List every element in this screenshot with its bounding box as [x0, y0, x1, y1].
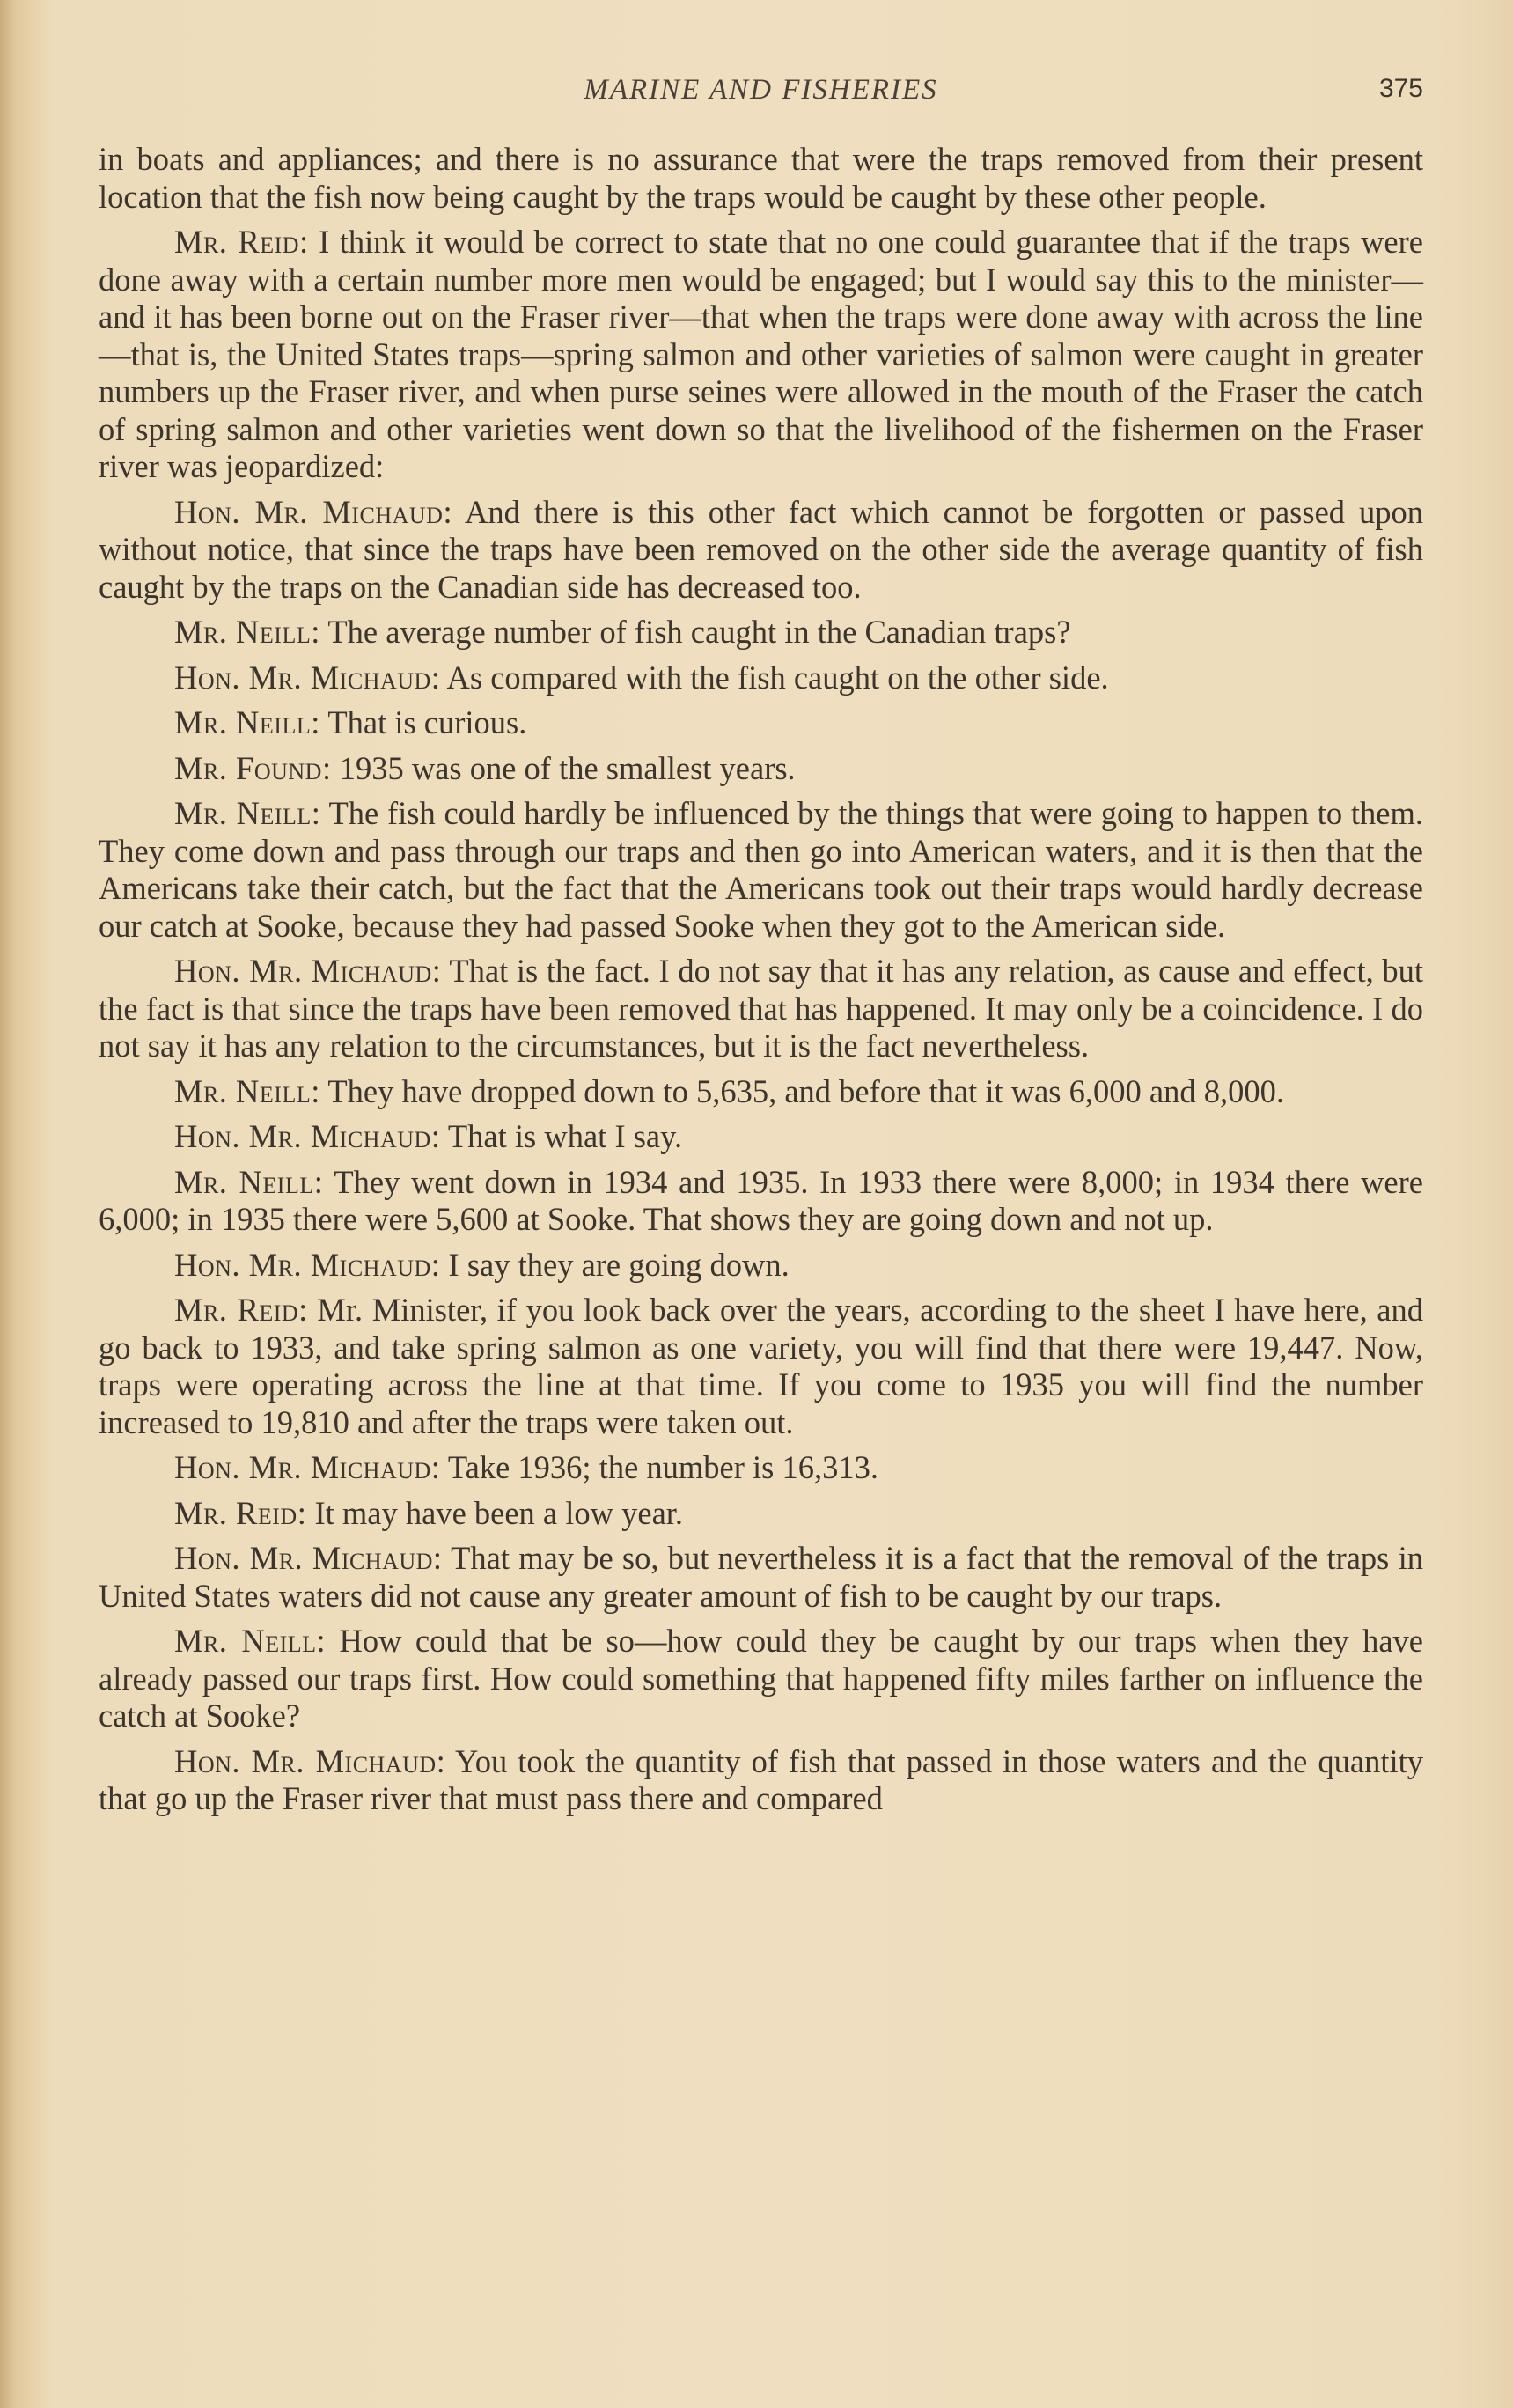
speaker-name: Mr. Reid:	[174, 1494, 307, 1531]
speaker-name: Hon. Mr. Michaud:	[174, 493, 453, 530]
speaker-name: Hon. Mr. Michaud:	[174, 1449, 441, 1485]
running-title: MARINE AND FISHERIES	[584, 74, 938, 106]
speaker-name: Mr. Neill:	[174, 704, 320, 740]
paragraph	[99, 1118, 1423, 1156]
speaker-name: Mr. Reid:	[174, 1292, 308, 1328]
paragraph-text: It may have been a low year.	[306, 1494, 684, 1531]
paragraph	[99, 1164, 1423, 1239]
paragraph-text: You took the quantity of fish that passed in those waters and the quantity that go up the Fraser river that must pass there and compared	[99, 1742, 1423, 1816]
paragraph-text: I think it would be correct to state that no one could guarantee that if the traps were done away with a certain number more men would be engaged; but I would say this to the minister—and it has been borne out on the Fraser river—that when the traps were done away with across the line—that is, the United States traps—spring salmon and other varieties of salmon were caught in greater numbers up the Fraser river, and when purse seines were allowed in the mouth of the Fraser the catch of spring salmon and other varieties went down so that the livelihood of the fishermen on the Fraser river was jeopardized:	[99, 224, 1423, 484]
transcript-body	[99, 141, 1423, 1826]
speaker-name: Hon. Mr. Michaud:	[174, 1118, 441, 1154]
paragraph	[99, 1449, 1423, 1487]
speaker-name: Mr. Found:	[174, 749, 332, 786]
paragraph	[99, 1540, 1423, 1615]
speaker-name: Mr. Neill:	[174, 614, 320, 650]
paragraph	[99, 1292, 1423, 1441]
paragraph-text: As compared with the fish caught on the other side.	[440, 659, 1109, 696]
paragraph	[99, 1247, 1423, 1285]
paragraph	[99, 795, 1423, 945]
paragraph-text: That is what I say.	[440, 1118, 683, 1154]
speaker-name: Mr. Neill:	[174, 1163, 324, 1200]
paragraph	[99, 1073, 1423, 1111]
page-header	[99, 74, 1423, 118]
page-number: 375	[1378, 74, 1423, 103]
paragraph-text: I say they are going down.	[440, 1246, 790, 1283]
paragraph	[99, 224, 1423, 486]
paragraph-text: in boats and appliances; and there is no assurance that were the traps removed from their present location that the fish now being caught by the traps would be caught by these other people.	[99, 141, 1423, 215]
paragraph	[99, 953, 1423, 1065]
paragraph	[99, 494, 1423, 607]
speaker-name: Hon. Mr. Michaud:	[174, 659, 441, 696]
paragraph-text: How could that be so—how could they be caught by our traps when they have already passed our traps first. How could something that happened fifty miles farther on influence the catch at Sooke?	[99, 1623, 1423, 1734]
speaker-name: Mr. Neill:	[174, 1623, 327, 1659]
speaker-name: Hon. Mr. Michaud:	[174, 1742, 446, 1779]
paragraph-text: That is the fact. I do not say that it has any relation, as cause and effect, but the fact is that since the traps have been removed that has happened. It may only be a coincidence. I do not say it has any relation to the circumstances, but it is the fact nevertheless.	[99, 953, 1423, 1064]
paragraph	[99, 1743, 1423, 1818]
paragraph-text: The average number of fish caught in the Canadian traps?	[319, 614, 1071, 650]
paragraph	[99, 1495, 1423, 1533]
speaker-name: Mr. Reid:	[174, 224, 309, 260]
paragraph	[99, 750, 1423, 788]
paragraph-text: That may be so, but nevertheless it is a fact that the removal of the traps in United States waters did not cause any greater amount of fish to be caught by our traps.	[99, 1540, 1423, 1614]
speaker-name: Hon. Mr. Michaud:	[174, 1540, 443, 1576]
speaker-name: Hon. Mr. Michaud:	[174, 953, 442, 989]
paragraph-text: They went down in 1934 and 1935. In 1933 there were 8,000; in 1934 there were 6,000; in 1935 there were 5,600 at Sooke. That shows they are going down and not up.	[99, 1163, 1423, 1237]
paragraph	[99, 141, 1423, 216]
paragraph-text: And there is this other fact which cannot be forgotten or passed upon without notice, that since the traps have been removed on the other side the average quantity of fish caught by the traps on the Canadian side has decreased too.	[99, 493, 1423, 605]
speaker-name: Mr. Neill:	[174, 1072, 320, 1109]
paragraph-text: Take 1936; the number is 16,313.	[440, 1449, 878, 1485]
paragraph	[99, 614, 1423, 652]
paragraph-text: Mr. Minister, if you look back over the years, according to the sheet I have here, and go back to 1933, and take spring salmon as one variety, you will find that there were 19,447. Now, traps were operating across the line at that time. If you come to 1935 you will find the number increased to 19,810 and after the traps were taken out.	[99, 1292, 1423, 1440]
paragraph	[99, 1623, 1423, 1735]
paragraph-text: 1935 was one of the smallest years.	[331, 749, 796, 786]
speaker-name: Mr. Neill:	[174, 795, 321, 831]
speaker-name: Hon. Mr. Michaud:	[174, 1246, 441, 1283]
paragraph-text: The fish could hardly be influenced by the things that were going to happen to them. They come down and pass through our traps and then go into American waters, and it is then that the Americans take their catch, but the fact that the Americans took out their traps would hardly decrease our catch at Sooke, because they had passed Sooke when they got to the American side.	[99, 795, 1423, 944]
paragraph	[99, 704, 1423, 742]
paragraph	[99, 659, 1423, 697]
paragraph-text: That is curious.	[319, 704, 527, 740]
paragraph-text: They have dropped down to 5,635, and before that it was 6,000 and 8,000.	[319, 1072, 1284, 1109]
